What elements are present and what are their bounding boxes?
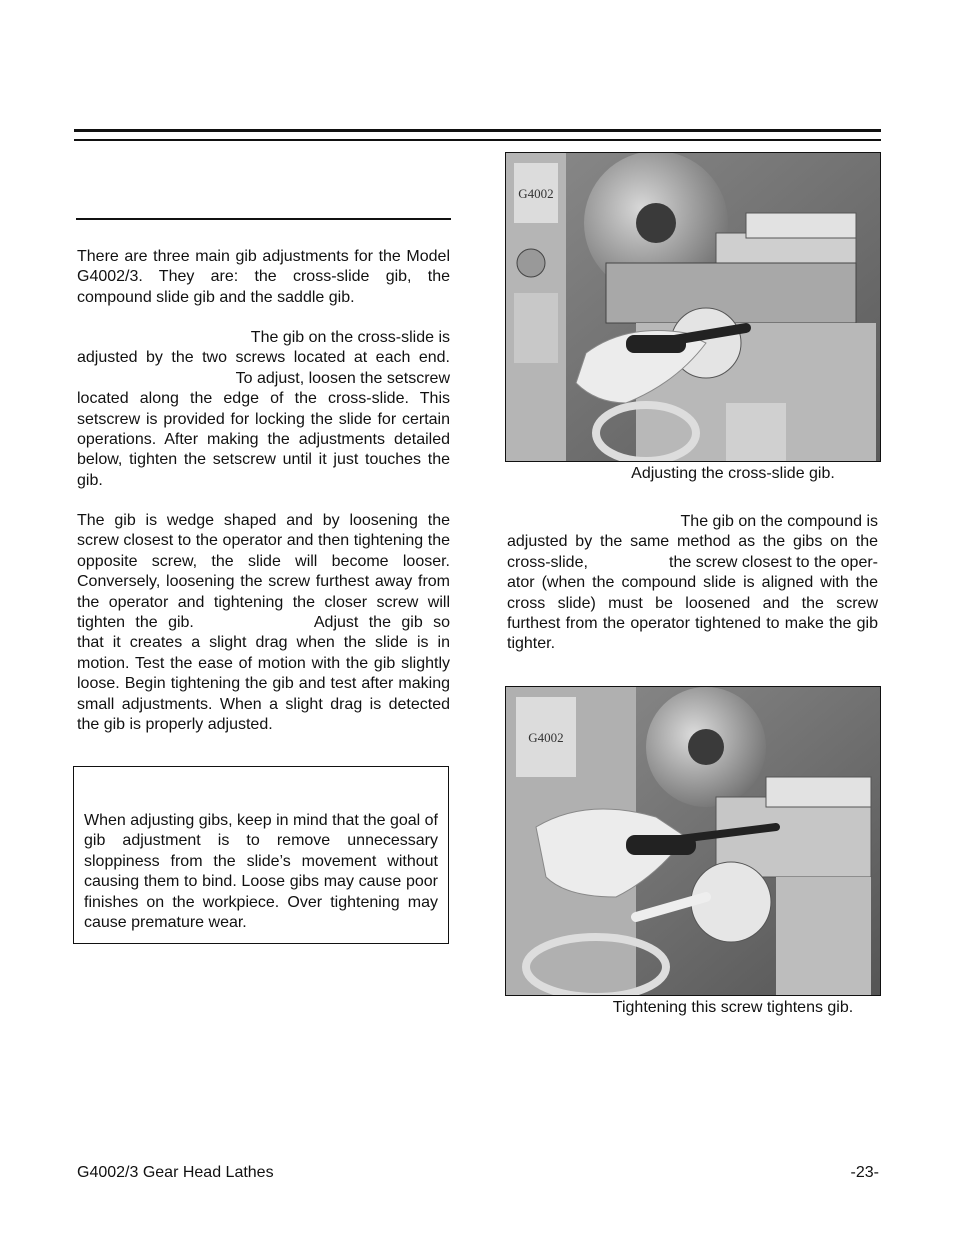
figure-2-caption: Tightening this screw tightens gib.: [612, 999, 854, 1016]
notice-box: [73, 766, 449, 944]
cross-slide-photo: [505, 152, 881, 462]
compound-rest: ator (when the compound slide is aligned with the cross slide) must be loosened and the screw furthest from the operator tightened to make the gib tighter.: [507, 574, 878, 653]
notice-text: When adjusting gibs, keep in mind that the goal of gib adjustment is to remove unnecessary sloppiness from the slide’s movement without causing them to bind. Loose gibs may cause poor finishes on the workpiece. Over tightening may cause premature wear.: [84, 812, 438, 932]
headstock-logo-2: G4002: [528, 730, 564, 745]
wedge-paragraph: [77, 511, 450, 735]
intro-paragraph: There are three main gib adjustments for the Model G4002/3. They are: the cross-slide gib, the compound slide gib and the saddle gib.: [77, 248, 450, 306]
footer-title: G4002/3 Gear Head Lathes: [77, 1164, 274, 1181]
page-number: -23-: [850, 1164, 879, 1181]
compound-paragraph: [507, 512, 878, 655]
compound-line-3: [507, 553, 878, 573]
wedge-text-part-2: Adjust the gib so that it creates a slight drag when the slide is in motion. Test the ease of motion with the gib slightly loose. Begin tightening the gib and test after making small adjustments. When a slight drag is detected the gib is properly adjusted.: [77, 614, 451, 734]
compound-photo: [505, 686, 881, 996]
headstock-logo: G4002: [518, 186, 554, 201]
cross-slide-line-3: To adjust, loosen the setscrew: [235, 369, 450, 387]
header-rule-bottom: [74, 139, 881, 141]
compound-line-1: The gib on the compound is: [680, 513, 878, 530]
wedge-text-part-1: The gib is wedge shaped and by loosening the screw closest to the operator and then tightening the opposite screw, the slide will become looser. Conversely, loosening the screw furthest away from the operator and tightening the closer screw will tighten the gib.: [77, 512, 450, 632]
cross-slide-line-4: located along the edge of the cross-slide. This setscrew is provided for locking the slide for certain operations. After making the adjustments detailed below, tighten the setscrew until it just touches the gib.: [77, 390, 450, 489]
cross-slide-line-2: adjusted by the two screws located at each end.: [77, 349, 450, 367]
compound-line-3a: cross-slide,: [507, 553, 588, 571]
compound-line-2: adjusted by the same method as the gibs on the: [507, 533, 878, 551]
cross-slide-paragraph: [77, 328, 450, 491]
cross-slide-line-1: The gib on the cross-slide is: [250, 329, 450, 346]
compound-line-3b: the screw closest to the oper-: [669, 553, 878, 571]
section-rule: [76, 218, 451, 220]
header-rule-top: [74, 129, 881, 132]
figure-1-caption: Adjusting the cross-slide gib.: [631, 465, 835, 482]
